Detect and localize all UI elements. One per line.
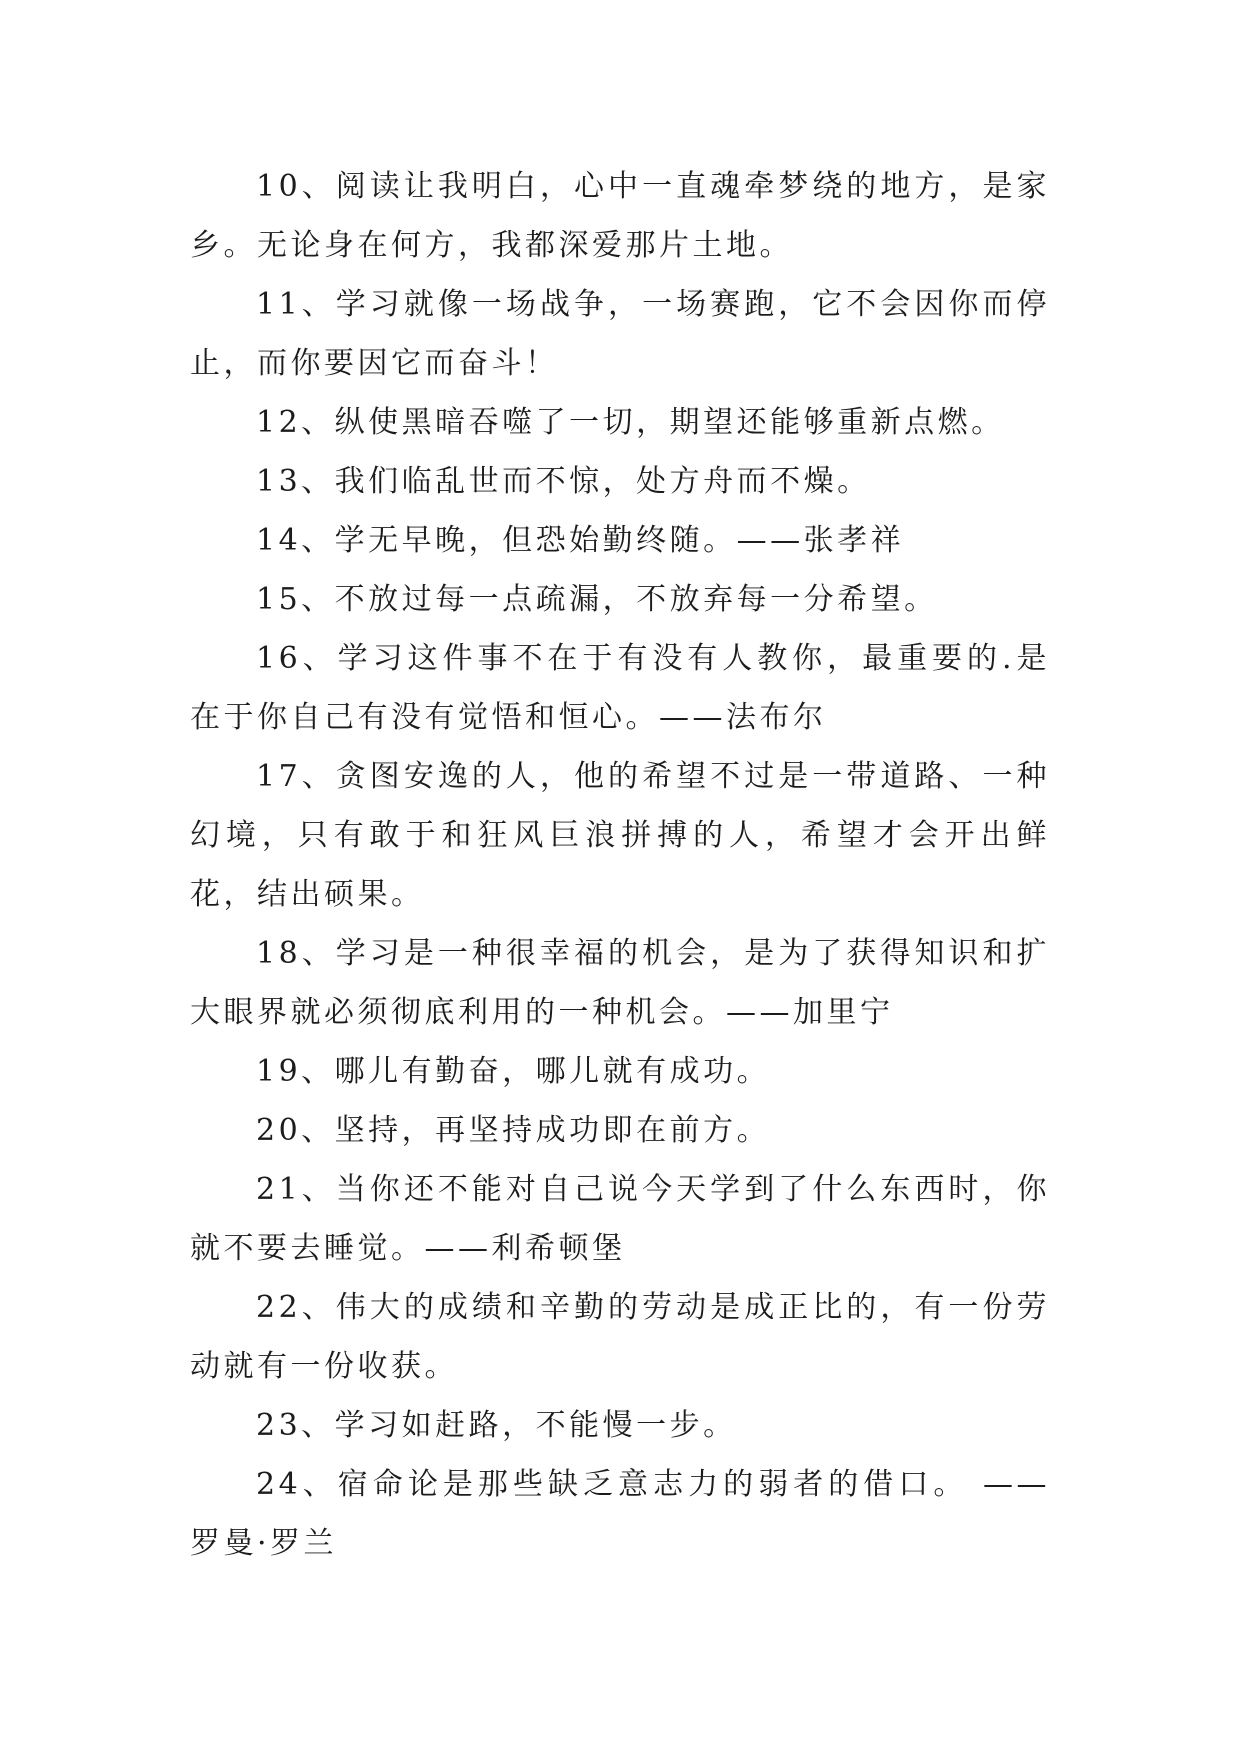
paragraph-17: 17、贪图安逸的人，他的希望不过是一带道路、一种幻境，只有敢于和狂风巨浪拼搏的人，希望才会开出鲜花，结出硕果。 xyxy=(190,759,1050,912)
paragraph-19: 19、哪儿有勤奋，哪儿就有成功。 xyxy=(256,1054,771,1089)
paragraph-21: 21、当你还不能对自己说今天学到了什么东西时，你就不要去睡觉。——利希顿堡 xyxy=(190,1172,1050,1266)
paragraph-15: 15、不放过每一点疏漏，不放弃每一分希望。 xyxy=(256,582,938,617)
paragraph-16: 16、学习这件事不在于有没有人教你，最重要的.是在于你自己有没有觉悟和恒心。——法布尔 xyxy=(190,641,1050,735)
paragraph-10: 10、阅读让我明白，心中一直魂牵梦绕的地方，是家乡。无论身在何方，我都深爱那片土地。 xyxy=(190,169,1050,263)
paragraph-14: 14、学无早晚，但恐始勤终随。——张孝祥 xyxy=(256,523,905,558)
paragraph-18: 18、学习是一种很幸福的机会，是为了获得知识和扩大眼界就必须彻底利用的一种机会。——加里宁 xyxy=(190,936,1050,1030)
paragraph-23: 23、学习如赶路，不能慢一步。 xyxy=(256,1408,737,1443)
paragraph-13: 13、我们临乱世而不惊，处方舟而不燥。 xyxy=(256,464,871,499)
paragraph-20: 20、坚持，再坚持成功即在前方。 xyxy=(256,1113,771,1148)
document-body xyxy=(190,157,1050,1573)
paragraph-12: 12、纵使黑暗吞噬了一切，期望还能够重新点燃。 xyxy=(256,405,1005,440)
paragraph-24: 24、宿命论是那些缺乏意志力的弱者的借口。 ——罗曼·罗兰 xyxy=(190,1467,1050,1561)
paragraph-22: 22、伟大的成绩和辛勤的劳动是成正比的，有一份劳动就有一份收获。 xyxy=(190,1290,1050,1384)
paragraph-11: 11、学习就像一场战争，一场赛跑，它不会因你而停止，而你要因它而奋斗！ xyxy=(190,287,1050,381)
